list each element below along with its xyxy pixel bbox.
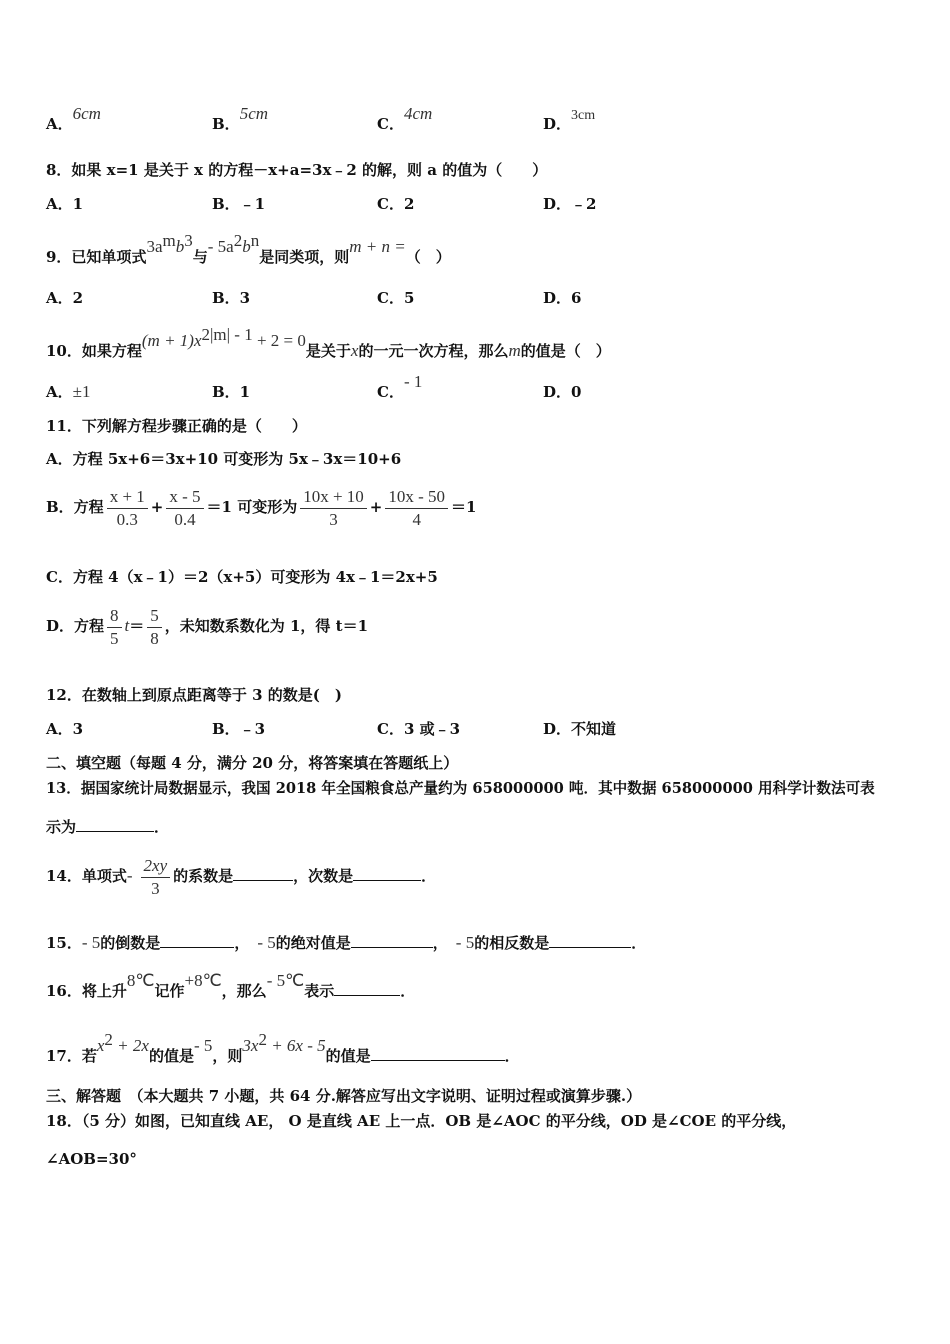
q7-option-b-value: 5cm (239, 104, 269, 123)
q11-option-b: B．方程 $\frac{x + 1}{0.3}$ + $\frac{x - 5}{0.4}$ ＝1 可变形为 $\frac{10x + 10}{3}$ + $\frac{10x - 50}{4}$ ＝1 (46, 486, 477, 529)
q9-option-d: D．6 (543, 289, 582, 307)
section-3-heading: 三、解答题 （本大题共 7 小题，共 64 分.解答应写出文字说明、证明过程或演算步骤.） (46, 1087, 642, 1105)
q15-stem: 15．- 5的倒数是 ， - 5的绝对值是 ， - 5的相反数是 ． (46, 933, 647, 952)
q13-line-2: 示为 ． (46, 818, 170, 836)
q11-option-a: A．方程 5x+6＝3x+10 可变形为 5x﹣3x＝10+6 (46, 450, 402, 468)
q9-option-b: B．3 (212, 289, 251, 307)
q11-d-fraction-1: $\frac{8}{5}$ (107, 605, 122, 650)
q8-option-a: A．1 (46, 195, 84, 213)
q12-option-a: A．3 (46, 720, 84, 738)
q8-option-d: D．﹣2 (543, 195, 597, 213)
q10-option-b: B．1 (212, 383, 251, 401)
q12-option-c: C．3 或﹣3 (377, 720, 461, 738)
q11-stem: 11．下列解方程步骤正确的是（ ） (46, 417, 307, 435)
q9-option-a: A．2 (46, 289, 84, 307)
q9-option-c: C．5 (377, 289, 415, 307)
q7-option-d-value: 3cm (571, 108, 596, 123)
answer-blank[interactable] (160, 933, 234, 948)
q11-b-fraction-4: $\frac{10x - 50}{4}$ (385, 486, 448, 531)
q7-option-b: B．5cm (212, 104, 269, 133)
answer-blank[interactable] (233, 866, 293, 881)
q17-stem: 17．若$x^2 + 2x$的值是- 5，则$3x^2 + 6x - 5$的值是 ． (46, 1030, 520, 1065)
q10-stem: 10．如果方程$(m + 1)x^{2|m| - 1} + 2 = 0$是关于x的一元一次方程，那么m的值是（ ） (46, 325, 611, 360)
q11-b-fraction-3: $\frac{10x + 10}{3}$ (300, 486, 367, 531)
q9-expression: m + n = (349, 237, 406, 256)
q8-stem: 8．如果 x=1 是关于 x 的方程－x+a=3x﹣2 的解，则 a 的值为（ ） (46, 161, 548, 179)
q7-option-c: C．4cm (377, 104, 433, 133)
q12-stem: 12．在数轴上到原点距离等于 3 的数是( ) (46, 686, 342, 704)
q18-line-1: 18．（5 分）如图，已知直线 AE， O 是直线 AE 上一点．OB 是∠AOC 的平分线，OD 是∠COE 的平分线， (46, 1112, 797, 1130)
q18-line-2: ∠AOB=30° (46, 1150, 137, 1168)
answer-blank[interactable] (76, 817, 154, 832)
answer-blank[interactable] (351, 933, 433, 948)
answer-blank[interactable] (371, 1046, 505, 1061)
answer-blank[interactable] (334, 981, 400, 996)
q10-option-d: D．0 (543, 383, 582, 401)
q7-option-c-value: 4cm (403, 104, 433, 123)
q7-option-d: D．3cm (543, 108, 596, 133)
q7-option-a: A．6cm (46, 104, 101, 133)
q11-b-fraction-1: $\frac{x + 1}{0.3}$ (107, 486, 148, 531)
q14-stem: 14．单项式- $\frac{2xy}{3}$ 的系数是 ，次数是 ． (46, 855, 437, 898)
q11-option-c: C．方程 4（x﹣1）＝2（x+5）可变形为 4x﹣1＝2x+5 (46, 568, 438, 586)
q16-stem: 16．将上升8℃记作+8℃，那么- 5℃表示 ． (46, 971, 416, 1000)
section-2-heading: 二、填空题（每题 4 分，满分 20 分，将答案填在答题纸上） (46, 754, 459, 772)
q10-option-a: A．±1 (46, 382, 91, 401)
q11-d-fraction-2: $\frac{5}{8}$ (147, 605, 162, 650)
q13-line-1: 13．据国家统计局数据显示，我国 2018 年全国粮食总产量约为 658000000 吨．其中数据 658000000 用科学计数法可表 (46, 780, 875, 797)
q10-equation: $(m + 1)x^{2|m| - 1} + 2 = 0$ (141, 325, 306, 350)
q12-option-b: B．﹣3 (212, 720, 266, 738)
q8-option-b: B．﹣1 (212, 195, 266, 213)
q9-monomial-2: - $5a^2b^n$ (207, 231, 260, 256)
answer-blank[interactable] (353, 866, 421, 881)
q10-option-c: C．- 1 (377, 372, 423, 401)
q9-stem: 9．已知单项式$3a^mb^3$与- $5a^2b^n$是同类项，则m + n =（ ） (46, 231, 451, 266)
answer-blank[interactable] (549, 933, 631, 948)
q14-fraction: $\frac{2xy}{3}$ (141, 855, 171, 900)
q9-monomial-1: $3a^mb^3$ (146, 231, 193, 256)
q12-option-d: D．不知道 (543, 720, 617, 738)
q8-option-c: C．2 (377, 195, 415, 213)
q11-option-d: D．方程 $\frac{8}{5}$ t＝ $\frac{5}{8}$ ，未知数系数化为 1，得 t＝1 (46, 605, 369, 648)
q11-b-fraction-2: $\frac{x - 5}{0.4}$ (166, 486, 203, 531)
q7-option-a-value: 6cm (72, 104, 101, 123)
